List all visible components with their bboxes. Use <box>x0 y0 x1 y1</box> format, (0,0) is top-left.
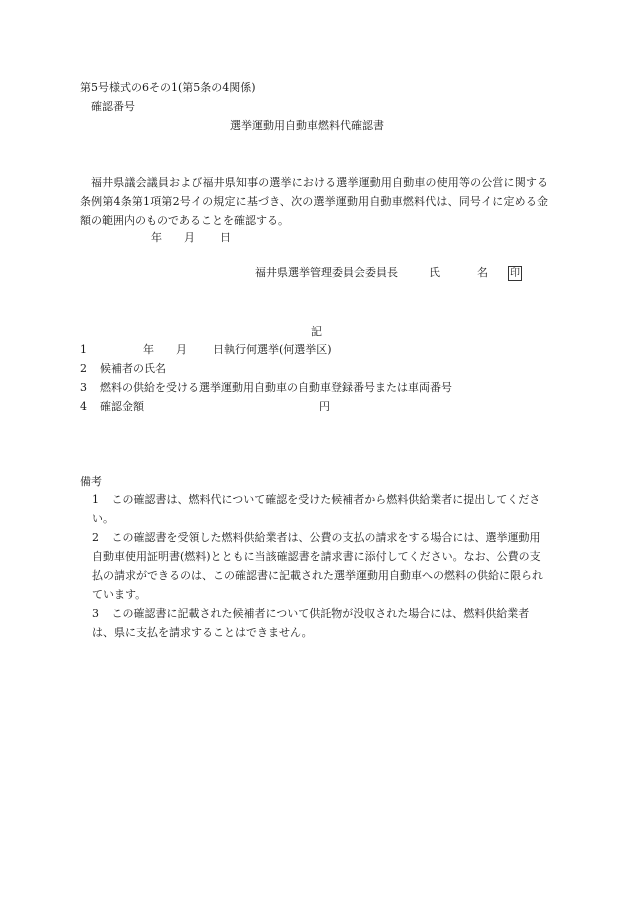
date-day: 日 <box>220 231 231 244</box>
remark-number: 2 <box>92 531 99 544</box>
item-number: 3 <box>80 381 87 394</box>
signatory-shi: 氏 <box>429 266 440 279</box>
seal-mark <box>504 265 522 282</box>
remark-item <box>92 490 546 528</box>
remark-item <box>92 604 546 642</box>
remarks-heading: 備考 <box>80 475 102 488</box>
item-election-text: 日執行何選挙(何選挙区) <box>213 343 332 356</box>
remark-item <box>92 528 546 604</box>
item-text: 候補者の氏名 <box>100 362 166 375</box>
item-number: 4 <box>80 400 87 413</box>
remark-number: 1 <box>92 493 99 506</box>
amount-unit: 円 <box>319 400 330 413</box>
list-item <box>80 399 144 416</box>
remark-number: 3 <box>92 607 99 620</box>
remark-text: この確認書は、燃料代について確認を受けた候補者から燃料供給業者に提出してください。 <box>92 493 541 525</box>
item-number: 2 <box>80 362 87 375</box>
ki-heading: 記 <box>311 325 322 338</box>
item-number: 1 <box>80 343 87 356</box>
confirmation-number-label: 確認番号 <box>91 100 135 113</box>
date-year: 年 <box>151 231 162 244</box>
item-year: 年 <box>143 343 154 356</box>
document-title: 選挙運動用自動車燃料代確認書 <box>230 119 384 132</box>
seal-label: 印 <box>510 268 520 279</box>
remark-text: この確認書に記載された候補者について供託物が没収された場合には、燃料供給業者は、県に支払を請求することはできません。 <box>92 607 530 639</box>
signatory-title: 福井県選挙管理委員会委員長 <box>255 266 398 279</box>
list-item <box>80 380 452 397</box>
signatory-mei: 名 <box>477 266 488 279</box>
item-text: 確認金額 <box>100 400 144 413</box>
form-number: 第5号様式の6その1(第5条の4関係) <box>80 81 256 94</box>
date-month: 月 <box>184 231 195 244</box>
list-item <box>80 361 166 378</box>
item-month: 月 <box>176 343 187 356</box>
list-item <box>80 342 100 359</box>
item-text: 燃料の供給を受ける選挙運動用自動車の自動車登録番号または車両番号 <box>100 381 452 394</box>
body-paragraph: 福井県議会議員および福井県知事の選挙における選挙運動用自動車の使用等の公営に関する条例第4条第1項第2号イの規定に基づき、次の選挙運動用自動車燃料代は、同号イに定める金額の範囲内のものであることを確認する。 <box>80 176 548 227</box>
remark-text: この確認書を受領した燃料供給業者は、公費の支払の請求をする場合には、選挙運動用自動車使用証明書(燃料)とともに当該確認書を請求書に添付してください。なお、公費の支払の請求ができるのは、この確認書に記載された選挙運動用自動車への燃料の供給に限られています。 <box>92 531 543 601</box>
